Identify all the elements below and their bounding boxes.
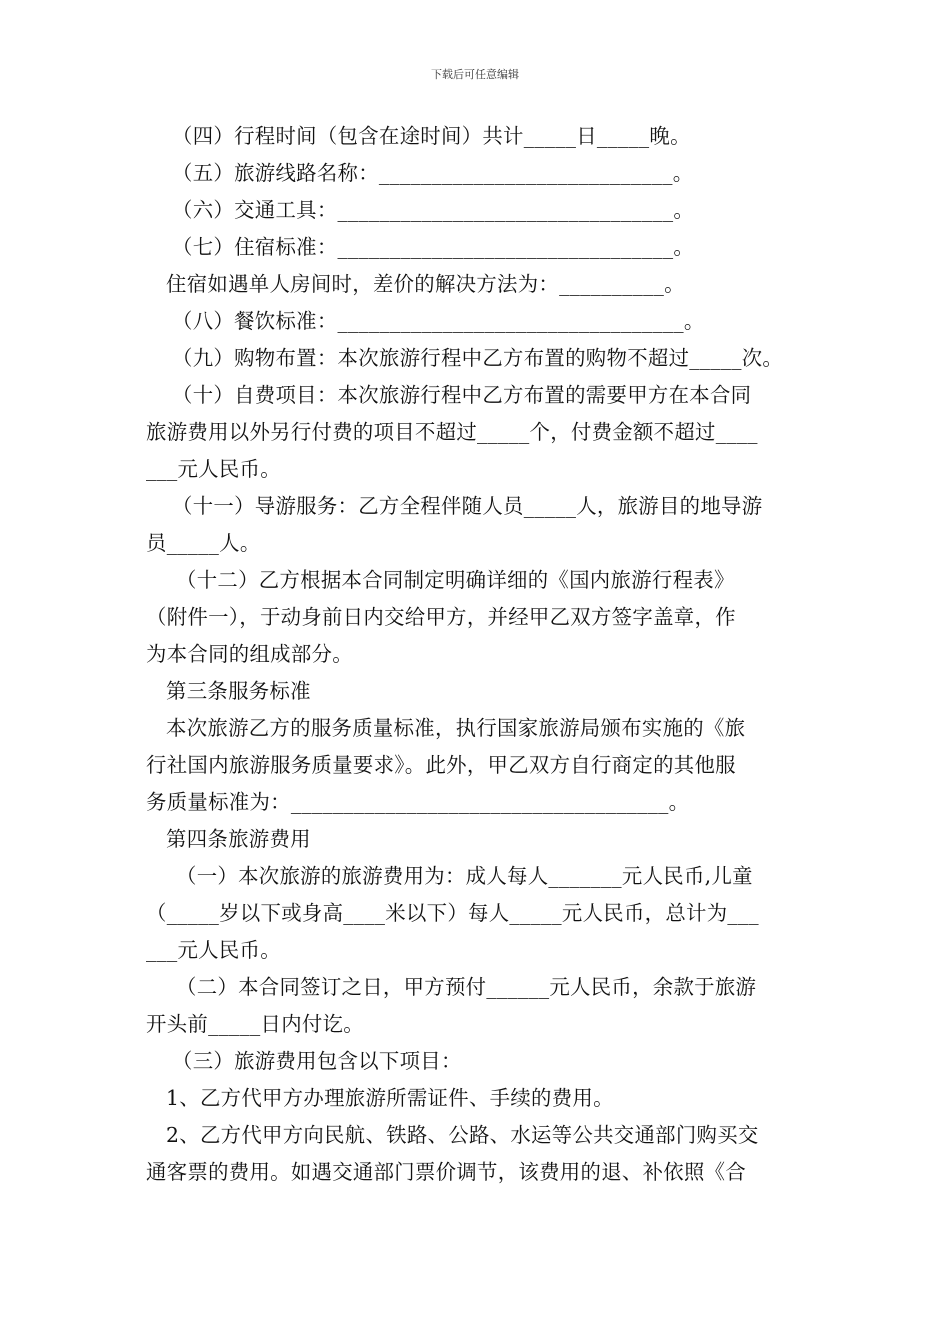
paragraph-line: （三）旅游费用包含以下项目： — [172, 1049, 462, 1073]
paragraph-line: （_____岁以下或身高____米以下）每人_____元人民币，总计为___ — [146, 901, 759, 925]
paragraph-line: （五）旅游线路名称：____________________________。 — [172, 161, 694, 185]
paragraph-line: （四）行程时间（包含在途时间）共计_____日_____晚。 — [172, 124, 691, 148]
paragraph-line: （九）购物布置：本次旅游行程中乙方布置的购物不超过_____次。 — [172, 346, 784, 370]
paragraph-line: 旅游费用以外另行付费的项目不超过_____个，付费金额不超过____ — [146, 420, 758, 444]
document-body — [146, 118, 816, 1191]
paragraph-line: （附件一），于动身前日内交给甲方，并经甲乙双方签字盖章，作 — [146, 605, 736, 629]
paragraph-line: 本次旅游乙方的服务质量标准，执行国家旅游局颁布实施的《旅 — [166, 716, 746, 740]
paragraph-line: ___元人民币。 — [146, 938, 281, 962]
paragraph-line: 2、乙方代甲方向民航、铁路、公路、水运等公共交通部门购买交 — [166, 1123, 759, 1147]
paragraph-line: 1、乙方代甲方办理旅游所需证件、手续的费用。 — [166, 1086, 614, 1110]
paragraph-line: ___元人民币。 — [146, 457, 281, 481]
paragraph-line: 通客票的费用。如遇交通部门票价调节，该费用的退、补依照《合 — [146, 1160, 747, 1184]
paragraph-line: （十）自费项目：本次旅游行程中乙方布置的需要甲方在本合同 — [172, 383, 752, 407]
paragraph-line: （六）交通工具：________________________________。 — [172, 198, 695, 222]
paragraph-line: （八）餐饮标准：_________________________________。 — [172, 309, 705, 333]
paragraph-line: 为本合同的组成部分。 — [146, 642, 353, 666]
paragraph-line: 住宿如遇单人房间时，差价的解决方法为：__________。 — [166, 272, 685, 296]
paragraph-line: （七）住宿标准：________________________________。 — [172, 235, 695, 259]
paragraph-line: 第四条旅游费用 — [166, 827, 311, 851]
paragraph-line: 员_____人。 — [146, 531, 261, 555]
paragraph-line: （一）本次旅游的旅游费用为：成人每人_______元人民币,儿童 — [176, 864, 753, 888]
paragraph-line: 开头前_____日内付讫。 — [146, 1012, 365, 1036]
paragraph-line: （二）本合同签订之日，甲方预付______元人民币，余款于旅游 — [176, 975, 757, 999]
paragraph-line: 第三条服务标准 — [166, 679, 311, 703]
page-header: 下载后可任意编辑 — [431, 68, 519, 81]
paragraph-line: 行社国内旅游服务质量要求》。此外，甲乙双方自行商定的其他服 — [146, 753, 736, 777]
paragraph-line: （十一）导游服务：乙方全程伴随人员_____人，旅游目的地导游 — [172, 494, 763, 518]
paragraph-line: （十二）乙方根据本合同制定明确详细的《国内旅游行程表》 — [176, 568, 735, 592]
paragraph-line: 务质量标准为：____________________________________。 — [146, 790, 690, 814]
